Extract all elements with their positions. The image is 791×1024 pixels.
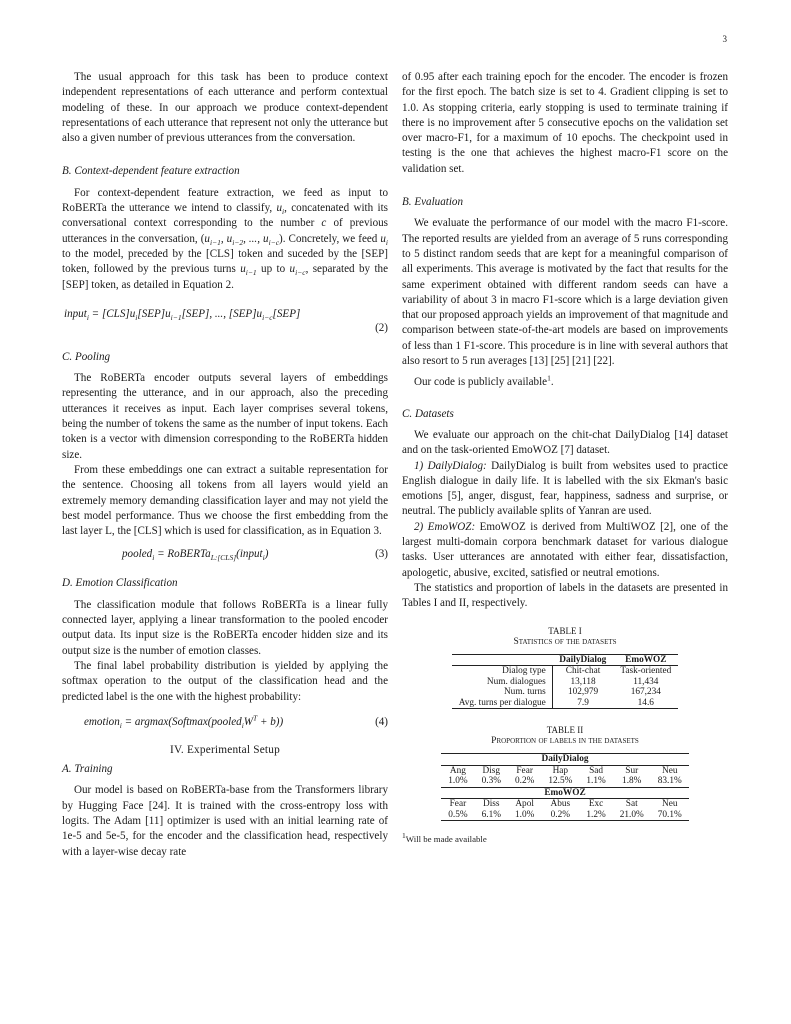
section-b-heading: B. Context-dependent feature extraction <box>62 165 240 178</box>
code-availability-paragraph: Our code is publicly available$^1$. <box>414 373 554 389</box>
table-2-label: TABLE II <box>546 725 584 735</box>
table-row: Num. turns 102,979 167,234 <box>452 687 679 698</box>
table-row: Num. dialogues 13,118 11,434 <box>452 677 679 688</box>
section-d-paragraph-2: The final label probability distribution is yielded by applying the softmax operation to the output of the classification head and the predicted label is the one with the highest probability: <box>62 659 388 703</box>
emowoz-paragraph: 2) EmoWOZ: EmoWOZ is derived from MultiWOZ [2], one of the largest multi-domain corpora benchmark dataset for various dialogue tasks. User utterances are annotated with either fear, dissatisfaction, apologetic, abusive, excited, satisfied or neutral emotions. <box>402 520 728 579</box>
page-number: 3 <box>722 34 727 44</box>
datasets-heading: C. Datasets <box>402 407 454 420</box>
section-a-training-heading: A. Training <box>62 763 113 776</box>
table-row: Avg. turns per dialogue 7.9 14.6 <box>452 698 679 709</box>
section-iv-heading: IV. Experimental Setup <box>170 743 280 756</box>
footnote-marker: 1 <box>547 373 551 383</box>
equation-2-number: (2) <box>375 321 388 334</box>
equation-3: pooled$_i$ = RoBERTa$_{L:[CLS]}$(input$_i$) (3) <box>122 548 388 563</box>
table-1-title: Statistics of the datasets <box>513 636 617 647</box>
left-column <box>62 70 388 860</box>
table-row: Dialog type Chit-chat Task-oriented <box>452 666 679 677</box>
table-1 <box>452 654 679 710</box>
right-column <box>402 70 728 847</box>
equation-4: emotion$_i$ = $argmax(Softmax(pooled_iW^T + b))$ (4) <box>84 713 388 731</box>
section-c-paragraph-2: From these embeddings one can extract a suitable representation for the sentence. Choosing all tokens from all layers would yield an extremely memory demanding classification layer and may not yield the best model performance. Thus we choose the first embedding from the last layer L, the [CLS] which is used for classification, as in Equation 3. <box>62 463 388 538</box>
footnote: $^1$Will be made available <box>402 831 487 844</box>
section-c-heading: C. Pooling <box>62 350 111 363</box>
section-c-paragraph-1: The RoBERTa encoder outputs several layers of embeddings representing the utterance, and in our approach, also the preceding utterances it receives as input. Each layer comprises several tokens, being the number of tokens the same as the number of input tokens. Each token is a vector with dimension corresponding to the RoBERTa hidden size. <box>62 372 388 461</box>
table-2-dailydialog-values-row: 1.0% 0.3% 0.2% 12.5% 1.1% 1.8% 83.1% <box>448 776 682 786</box>
equation-2: input$_i$ = $[CLS]u_i[SEP]u_{i-1}[SEP]$, ..., $[SEP]u_{i-c}[SEP]$ (2) <box>62 307 388 337</box>
table-1-col-emowoz: EmoWOZ <box>613 654 678 666</box>
table-2-dailydialog-header-row: Ang Disg Fear Hap Sad Sur Neu <box>449 765 678 776</box>
training-paragraph: Our model is based on RoBERTa-base from the Transformers library by Hugging Face [24]. It is trained with the cross-entropy loss with logits. The Adam [11] optimizer is used with an initial learning rate of 1e-5 and 5e-5, for the encoder and the classification head, respectively with a layer-wise decay rate <box>62 784 388 858</box>
table-2-title: Proportion of labels in the datasets <box>491 736 639 746</box>
intro-paragraph: The usual approach for this task has been to produce context independent representations of each utterance and perform contextual modeling of these. In our approach we produce context-dependent representations of each utterance that represent not only the utterance but also a given number of previous utterances from the conversation. <box>62 71 388 145</box>
table-1-header <box>452 654 679 666</box>
dailydialog-paragraph: 1) DailyDialog: DailyDialog is built from websites used to practice English dialogue in daily life. It is labelled with the six Ekman's basic emotions [5], anger, disgust, fear, happiness, sadness and surprise, or neutral. The publicly available splits of Yanran are used. <box>402 459 728 518</box>
section-b-paragraph: For context-dependent feature extraction, we feed as input to RoBERTa the utterance we intend to classify, $u_i$, concatenated with its conversational context corresponding to the number c of previous utterances in the conversation, ($u_{i-1}$, $u_{i-2}$, ..., $u_{i-c}$). Concretely, we feed $u_i$ to the model, preceded by the [CLS] token and suceded by the [SEP] token, followed by the previous turns $u_{i-1}$ up to $u_{i-c}$, separated by the [SEP] token, as detailed in Equation 2. <box>62 186 389 291</box>
table-1-label: TABLE I <box>548 625 582 636</box>
table-2-emowoz-values-row: 0.5% 6.1% 1.0% 0.2% 1.2% 21.0% 70.1% <box>448 809 682 820</box>
table-2-caption <box>402 725 728 747</box>
table-2-emowoz-title-row: EmoWOZ <box>441 787 689 799</box>
section-d-paragraph-1: The classification module that follows RoBERTa is a linear fully connected layer, applying a linear transformation to the pooled encoder output data. Its input size is the RoBERTa encoder hidden size and its output size is the number of emotion classes. <box>62 598 388 657</box>
evaluation-heading: B. Evaluation <box>402 196 464 209</box>
evaluation-paragraph: We evaluate the performance of our model with the macro F1-score. The reported results are yielded from an average of 5 runs corresponding to 5 distinct random seeds that are kept for a meaningful comparison of all experiments. This average is motivated by the fact that results for the same experiment obtained with different random seeds can have a variability of about 3 in macro F1-score which is a large deviation given that our proposed approach yields an improvement of that magnitude and comparison between state-of-the-art models are based on improvements of less than 1 F1-score. This procedure is in line with several authors that also resort to 5 run averages [13] [25] [21] [22]. <box>402 217 728 368</box>
table-2 <box>441 753 689 821</box>
table-2-dailydialog-title-row: DailyDialog <box>441 754 689 766</box>
statistics-paragraph: The statistics and proportion of labels in the datasets are presented in Tables I and II, respectively. <box>402 581 728 610</box>
table-1-col-dailydialog: DailyDialog <box>552 654 613 666</box>
training-continuation: of 0.95 after each training epoch for the encoder. The encoder is frozen for the first epoch. The batch size is set to 4. Gradient clipping is set to 1.0. As stopping criteria, early stopping is used to terminate training if there is no improvement after 5 consecutive epochs on the validation set over macro-F1, for a maximum of 10 epochs. The checkpoint used in testing is the one that achieves the highest macro-F1 score on the validation set. <box>402 71 728 175</box>
datasets-paragraph: We evaluate our approach on the chit-chat DailyDialog [14] dataset and on the task-oriented EmoWOZ [7] dataset. <box>402 428 728 457</box>
equation-3-number: (3) <box>375 548 388 561</box>
equation-4-number: (4) <box>375 715 388 728</box>
section-d-heading: D. Emotion Classification <box>62 577 178 590</box>
table-1-caption <box>402 626 728 648</box>
table-2-emowoz-header-row: Fear Diss Apol Abus Exc Sat Neu <box>449 799 678 809</box>
